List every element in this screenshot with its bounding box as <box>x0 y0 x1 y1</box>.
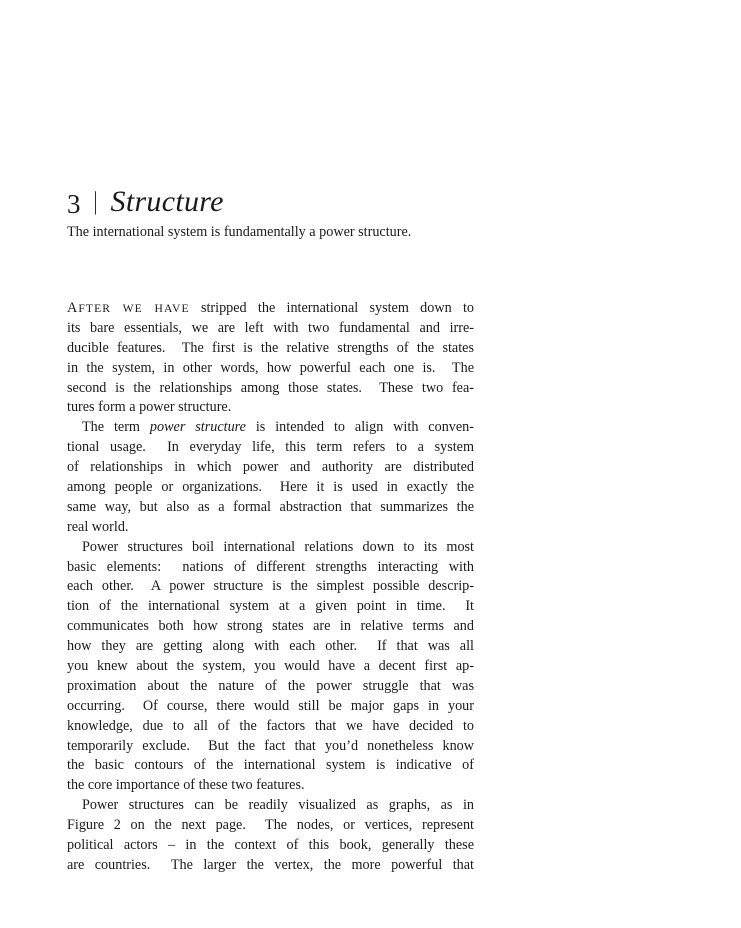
text-segment: proximation about the nature of the power struggle that was <box>67 677 474 694</box>
text-line-content <box>67 757 474 773</box>
text-line <box>67 756 474 776</box>
text-segment: each other. A power structure is the simplest possible descrip- <box>67 578 474 595</box>
text-segment: political actors – in the context of this book, generally these <box>67 837 474 854</box>
text-segment: ducible features. The first is the relative strengths of the states <box>67 339 474 356</box>
text-segment: is intended to align with conven- <box>245 419 475 436</box>
text-segment: tures form a power structure. <box>67 399 232 416</box>
text-line-content <box>67 499 474 515</box>
text-line <box>67 538 474 558</box>
text-line <box>67 597 474 617</box>
text-segment: tional usage. In everyday life, this term refers to a system <box>67 439 474 456</box>
text-segment: occurring. Of course, there would still be major gaps in your <box>67 697 474 714</box>
text-line-content <box>67 698 474 714</box>
text-line-content <box>67 658 474 674</box>
text-segment: Figure 2 on the next page. The nodes, or vertices, represent <box>67 817 474 834</box>
paragraph <box>67 299 474 418</box>
body-text <box>67 299 474 876</box>
text-segment: among people or organizations. Here it is used in exactly the <box>67 479 474 496</box>
text-segment: same way, but also as a formal abstraction that summarizes the <box>67 498 474 515</box>
text-line-content <box>82 419 474 435</box>
text-line <box>67 737 474 757</box>
chapter-number: 3 <box>67 189 81 219</box>
text-line <box>67 856 474 876</box>
text-segment: the basic contours of the international system is indicative of <box>67 757 474 774</box>
paragraph <box>67 418 474 537</box>
text-line <box>67 339 474 359</box>
text-line-content <box>67 300 474 316</box>
text-line <box>67 418 474 438</box>
chapter-separator: | <box>93 188 97 215</box>
text-line-content <box>67 578 474 594</box>
italic-phrase: power structure <box>149 419 246 436</box>
text-segment: are countries. The larger the vertex, the more powerful that <box>67 856 474 873</box>
text-segment: of relationships in which power and authority are distributed <box>67 459 474 476</box>
paragraph <box>67 796 474 876</box>
text-segment: communicates both how strong states are in relative terms and <box>67 618 474 635</box>
text-line-content <box>67 340 474 356</box>
text-segment: temporarily exclude. But the fact that you’d nonetheless know <box>67 737 474 754</box>
text-line-content <box>67 837 474 853</box>
text-segment: its bare essentials, we are left with two fundamental and irre- <box>67 319 474 336</box>
text-line <box>67 299 474 319</box>
text-line <box>67 359 474 379</box>
text-line-content <box>67 638 474 654</box>
text-line-content <box>67 519 128 535</box>
text-line-content <box>82 797 474 813</box>
text-segment: basic elements: nations of different strengths interacting with <box>67 558 474 575</box>
text-line <box>67 637 474 657</box>
smallcaps-initial: A <box>67 300 79 316</box>
smallcaps-text: FTER WE HAVE <box>78 302 190 315</box>
text-segment: in the system, in other words, how powerful each one is. The <box>67 359 474 376</box>
text-line-content <box>67 380 474 396</box>
text-line <box>67 577 474 597</box>
text-line-content <box>67 678 474 694</box>
text-line-content <box>67 817 474 833</box>
text-line <box>67 617 474 637</box>
text-line-content <box>67 618 474 634</box>
text-segment: Power structures can be readily visualized as graphs, as in <box>82 797 474 814</box>
text-line <box>67 776 474 796</box>
text-line-content <box>82 539 474 555</box>
text-line <box>67 816 474 836</box>
text-line <box>67 379 474 399</box>
paragraph <box>67 538 474 797</box>
text-line <box>67 717 474 737</box>
text-line-content <box>67 479 474 495</box>
chapter-lead-sentence: The international system is fundamentally a power structure. <box>67 224 412 240</box>
text-line <box>67 518 474 538</box>
text-line <box>67 398 474 418</box>
text-line-content <box>67 320 474 336</box>
text-segment: the core importance of these two features. <box>67 777 305 794</box>
text-line <box>67 558 474 578</box>
text-line <box>67 438 474 458</box>
text-line-content <box>67 738 474 754</box>
text-line-content <box>67 598 474 614</box>
text-line <box>67 677 474 697</box>
text-segment: knowledge, due to all of the factors that we have decided to <box>67 717 474 734</box>
text-segment: The term <box>82 419 150 436</box>
text-line-content <box>67 718 474 734</box>
chapter-title: Structure <box>110 185 224 218</box>
text-line <box>67 319 474 339</box>
text-line-content <box>67 857 474 873</box>
text-segment: Power structures boil international relations down to its most <box>82 538 474 555</box>
text-line-content <box>67 399 231 415</box>
chapter-heading <box>67 187 224 219</box>
text-line-content <box>67 360 474 376</box>
text-line <box>67 498 474 518</box>
text-line <box>67 458 474 478</box>
text-line <box>67 478 474 498</box>
text-segment: second is the relationships among those states. These two fea- <box>67 379 474 396</box>
text-line-content <box>67 777 305 793</box>
text-segment: how they are getting along with each other. If that was all <box>67 638 474 655</box>
text-line <box>67 697 474 717</box>
text-line-content <box>67 559 474 575</box>
text-line <box>67 796 474 816</box>
text-line-content <box>67 439 474 455</box>
text-line <box>67 657 474 677</box>
text-segment: you knew about the system, you would have a decent first ap- <box>67 658 474 675</box>
text-line-content <box>67 459 474 475</box>
text-line <box>67 836 474 856</box>
text-segment: tion of the international system at a given point in time. It <box>67 598 474 615</box>
text-segment: stripped the international system down to <box>189 300 474 316</box>
text-segment: real world. <box>67 518 129 535</box>
